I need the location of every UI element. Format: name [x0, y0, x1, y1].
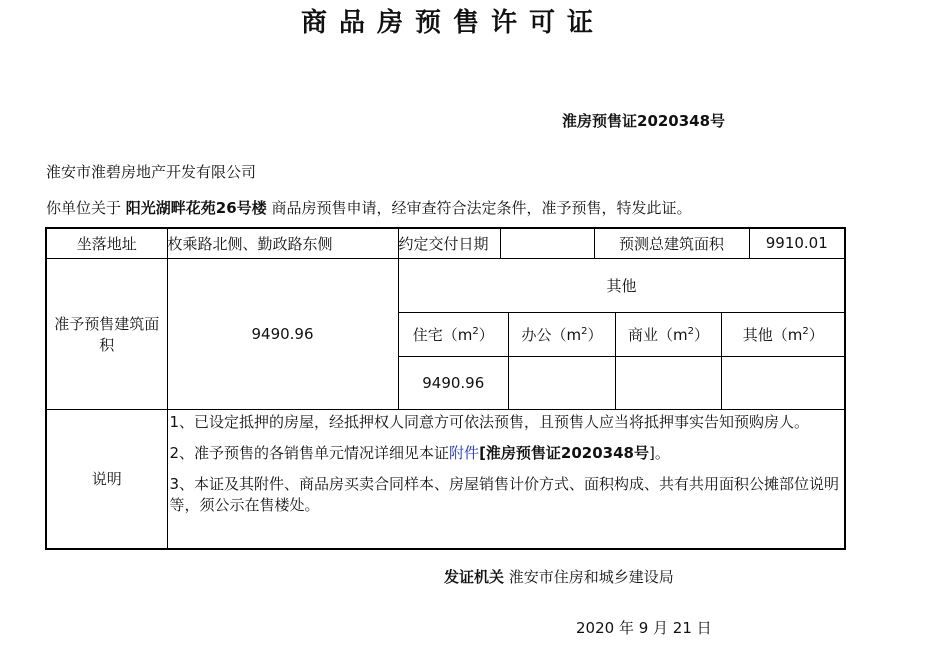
note-2-cert-ref: [淮房预售证2020348号 [479, 443, 649, 462]
unit-close: ） [808, 326, 824, 344]
approval-statement [46, 197, 691, 218]
company-name: 淮安市淮碧房地产开发有限公司 [46, 163, 257, 181]
document-title: 商品房预售许可证 [300, 8, 605, 38]
office-label-text: 办公（m [521, 326, 582, 344]
certificate-number: 淮房预售证2020348号 [562, 112, 726, 130]
issuer-label: 发证机关 [444, 568, 505, 586]
issuer-value: 淮安市住房和城乡建设局 [508, 568, 674, 586]
note-2-suffix: ]。 [648, 443, 670, 462]
residential-label-text: 住宅（m [412, 326, 473, 344]
statement-suffix: 商品房预售申请，经审查符合法定条件，准予预售，特发此证。 [271, 199, 692, 217]
note-2-prefix: 2、准予预售的各销售单元情况详细见本证 [169, 443, 450, 462]
issue-date: 2020 年 9 月 21 日 [576, 619, 712, 637]
total-area-label: 预测总建筑面积 [594, 228, 749, 258]
unit-close: ） [693, 326, 709, 344]
location-label: 坐落地址 [46, 228, 167, 258]
note-3: 3、本证及其附件、商品房买卖合同样本、房屋销售计价方式、面积构成、共有共用面积公摊部位说明等，须公示在售楼处。 [169, 474, 840, 514]
approved-area-label [46, 258, 167, 409]
office-label [509, 313, 616, 357]
commercial-label [616, 313, 722, 357]
commercial-value [616, 357, 722, 409]
note-1: 1、已设定抵押的房屋，经抵押权人同意方可依法预售，且预售人应当将抵押事实告知预购房人。 [169, 412, 810, 431]
other-header: 其他 [399, 259, 845, 313]
location-value: 枚乘路北侧、勤政路东侧 [167, 228, 398, 258]
area-breakdown [398, 258, 845, 409]
notes-content [167, 409, 845, 549]
delivery-date-label: 约定交付日期 [398, 228, 500, 258]
unit-close: ） [478, 326, 494, 344]
office-value [509, 357, 616, 409]
other-label-text: 其他（m [742, 326, 803, 344]
issuing-authority [444, 566, 674, 587]
residential-value: 9490.96 [399, 357, 509, 409]
total-area-value: 9910.01 [749, 228, 845, 258]
approved-area-label-text: 准予预售建筑面积 [54, 314, 160, 354]
note-2 [170, 443, 841, 464]
residential-label [399, 313, 509, 357]
statement-prefix: 你单位关于 [46, 199, 122, 217]
unit-superscript: 2 [581, 326, 588, 337]
unit-superscript: 2 [472, 326, 479, 337]
other-value [722, 357, 845, 409]
permit-table [45, 227, 846, 550]
commercial-label-text: 商业（m [627, 326, 688, 344]
approved-area-value: 9490.96 [167, 258, 398, 409]
unit-close: ） [587, 326, 603, 344]
delivery-date-value [500, 228, 594, 258]
unit-superscript: 2 [687, 326, 694, 337]
attachment-link[interactable]: 附件 [449, 443, 480, 462]
other-label [722, 313, 845, 357]
unit-superscript: 2 [802, 326, 809, 337]
project-name: 阳光湖畔花苑26号楼 [125, 199, 267, 217]
area-breakdown-table [399, 259, 845, 409]
notes-label: 说明 [46, 409, 167, 549]
